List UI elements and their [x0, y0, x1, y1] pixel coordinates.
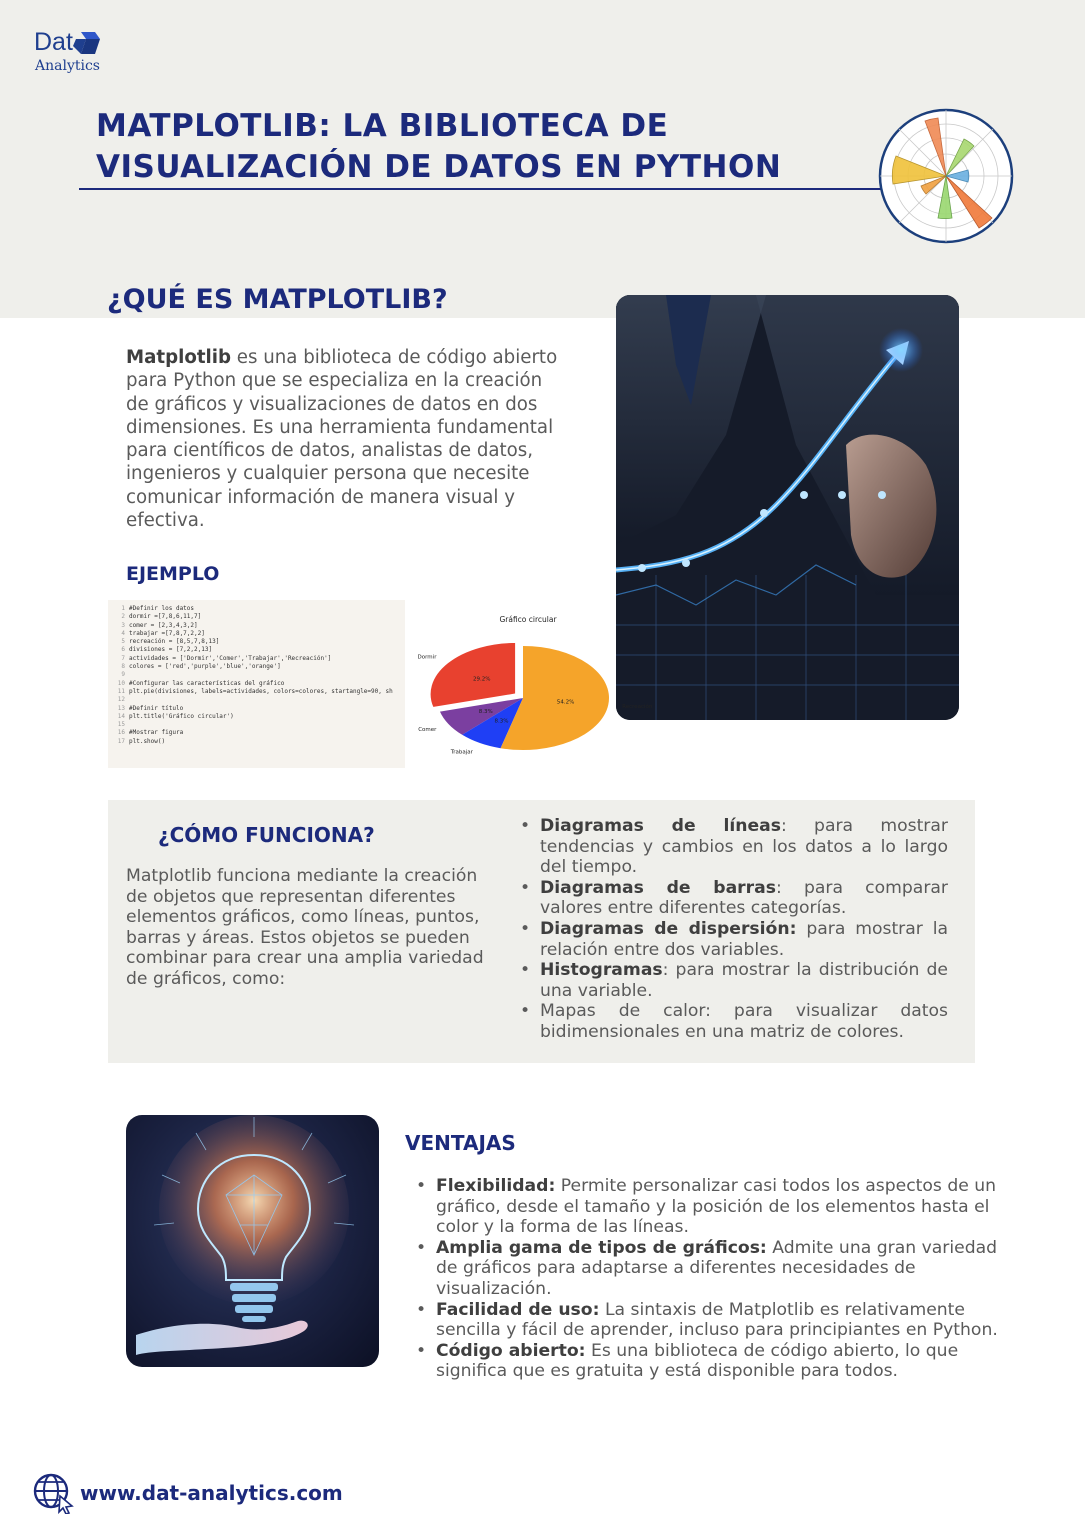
code-line [112, 663, 401, 671]
section-heading-advantages: VENTAJAS [405, 1131, 516, 1155]
pie-category-label: Trabajar [450, 749, 473, 756]
code-text: plt.title('Gráfico circular') [129, 712, 234, 720]
code-text: colores = ['red','purple','blue','orange'] [129, 663, 281, 671]
code-line [112, 646, 401, 654]
list-item [436, 1300, 1006, 1341]
list-item-term: Amplia gama de tipos de gráficos: [436, 1237, 767, 1258]
code-line [112, 630, 401, 638]
code-text: divisiones = [7,2,2,13] [129, 646, 213, 654]
brand-sub: Analytics [35, 58, 100, 74]
line-number: 13 [117, 704, 125, 712]
line-number: 9 [121, 671, 125, 679]
code-text: dormir =[7,8,6,11,7] [129, 613, 202, 621]
section-heading-example: EJEMPLO [126, 563, 220, 585]
pie-value-label: 8.3% [478, 709, 493, 716]
code-line [112, 696, 401, 704]
code-text: #Definir título [129, 704, 184, 712]
code-text: recreación = [8,5,7,8,13] [129, 638, 220, 646]
code-text: comer = [2,3,4,3,2] [129, 621, 198, 629]
code-line [112, 738, 401, 746]
list-item-text: para mostrar la relación entre dos variables. [540, 918, 949, 960]
pie-value-label: 8.3% [494, 718, 509, 725]
title-divider [79, 188, 881, 190]
line-number: 14 [117, 712, 125, 720]
list-item-text: : para mostrar la distribución de una variable. [540, 960, 948, 1001]
code-text: plt.pie(divisiones, labels=actividades, colors=colores, startangle=90, sh [129, 687, 393, 695]
list-item-text: : para comparar valores entre diferentes categorías. [540, 877, 948, 919]
line-number: 15 [117, 721, 125, 729]
code-line [112, 721, 401, 729]
list-item-text: Permite personalizar casi todos los aspectos de un gráfico, desde el tamaño y la posición de los elementos hasta el color y la forma de las líneas. [436, 1176, 997, 1238]
list-item [436, 1238, 1006, 1300]
code-line [112, 688, 401, 696]
how-paragraph: Matplotlib funciona mediante la creación de objetos que representan diferentes elementos gráficos, como líneas, puntos, barras y áreas. Estos objetos se pueden combinar para crear una amplia variedad de gráficos, como: [126, 866, 484, 989]
code-line [112, 655, 401, 663]
code-line [112, 671, 401, 679]
title-line-1: MATPLOTLIB: LA BIBLIOTECA DE [96, 108, 669, 144]
list-item [436, 1341, 1006, 1382]
line-number: 11 [117, 687, 125, 695]
line-number: 10 [117, 679, 125, 687]
code-text: trabajar =[7,8,7,2,2] [129, 629, 205, 637]
code-line [112, 705, 401, 713]
line-number: 6 [121, 646, 125, 654]
list-item [540, 960, 948, 1001]
chart-types-list [540, 816, 948, 1043]
line-number: 5 [121, 638, 125, 646]
list-item-term: Diagramas de dispersión: [540, 918, 797, 939]
website-link[interactable]: www.dat-analytics.com [80, 1481, 343, 1505]
list-item-term: Diagramas de barras [540, 877, 776, 898]
list-item-text: Mapas de calor: para visualizar datos bidimensionales en una matriz de colores. [540, 1001, 948, 1042]
list-item [436, 1176, 1006, 1238]
code-text: plt.show() [129, 737, 166, 745]
lightbulb-image [126, 1115, 379, 1367]
brand-name: Dat [34, 28, 73, 56]
list-item [540, 816, 948, 878]
pie-category-label: Dormir [418, 654, 437, 661]
line-number: 16 [117, 729, 125, 737]
intro-paragraph [126, 346, 566, 532]
line-number: 12 [117, 696, 125, 704]
footer[interactable] [32, 1472, 343, 1514]
list-item-term: Diagramas de líneas [540, 816, 781, 836]
code-line [112, 680, 401, 688]
pie-chart [418, 608, 668, 768]
pie-category-label: Recreación [622, 704, 653, 711]
pie-value-label: 29.2% [472, 676, 491, 683]
code-text: #Mostrar figura [129, 729, 184, 737]
line-number: 7 [121, 654, 125, 662]
list-item-text: Es una biblioteca de código abierto, lo que significa que es gratuita y está disponible para todos. [436, 1340, 959, 1382]
polar-chart-icon [876, 106, 1016, 246]
line-number: 17 [117, 737, 125, 745]
line-number: 1 [121, 605, 125, 612]
line-number: 2 [121, 613, 125, 621]
list-item-text: Admite una gran variedad de gráficos para adaptarse a diferentes necesidades de visualización. [436, 1237, 998, 1299]
list-item-term: Código abierto: [436, 1340, 586, 1361]
code-line [112, 638, 401, 646]
list-item [540, 919, 948, 960]
list-item-text: : para mostrar tendencias y cambios en los datos a lo largo del tiempo. [540, 816, 948, 878]
line-number: 8 [121, 663, 125, 671]
code-text: #Configurar las características del gráfico [129, 679, 285, 687]
section-heading-how: ¿CÓMO FUNCIONA? [158, 823, 375, 847]
advantages-list [436, 1176, 1006, 1382]
code-line [112, 713, 401, 721]
globe-icon [32, 1472, 74, 1514]
list-item [540, 1001, 948, 1042]
code-line [112, 622, 401, 630]
lightbulb-illustration [126, 1115, 379, 1367]
intro-bold-lead: Matplotlib [126, 347, 231, 368]
pie-slice [430, 642, 516, 708]
list-item-text: La sintaxis de Matplotlib es relativamente sencilla y fácil de aprender, incluso para principiantes en Python. [436, 1299, 998, 1341]
title-line-2: VISUALIZACIÓN DE DATOS EN PYTHON [96, 149, 782, 185]
pie-slice [501, 646, 609, 750]
cube-icon [73, 30, 101, 56]
pie-chart-title: Gráfico circular [499, 615, 557, 624]
code-text: actividades = ['Dormir','Comer','Trabajar','Recreación'] [129, 654, 332, 662]
intro-text: es una biblioteca de código abierto para Python que se especializa en la creación de gráficos y visualizaciones de datos en dos dimensiones. Es una herramienta fundamental para científicos de datos, analistas de datos, ingenieros y cualquier persona que necesite comunicar información de manera visual y efectiva. [126, 347, 558, 532]
list-item [540, 878, 948, 919]
code-line [112, 605, 401, 613]
page-title [96, 106, 876, 188]
pie-value-label: 54.2% [556, 699, 575, 706]
code-line [112, 729, 401, 737]
pie-category-label: Comer [418, 727, 437, 734]
line-number: 3 [121, 621, 125, 629]
brand-logo[interactable] [34, 28, 101, 74]
code-snippet [108, 600, 405, 768]
section-heading-what: ¿QUÉ ES MATPLOTLIB? [107, 284, 448, 315]
code-line [112, 613, 401, 621]
line-number: 4 [121, 629, 125, 637]
list-item-term: Flexibilidad: [436, 1176, 556, 1196]
list-item-term: Histogramas [540, 960, 663, 981]
list-item-term: Facilidad de uso: [436, 1299, 600, 1320]
code-text: #Definir los datos [129, 605, 195, 612]
